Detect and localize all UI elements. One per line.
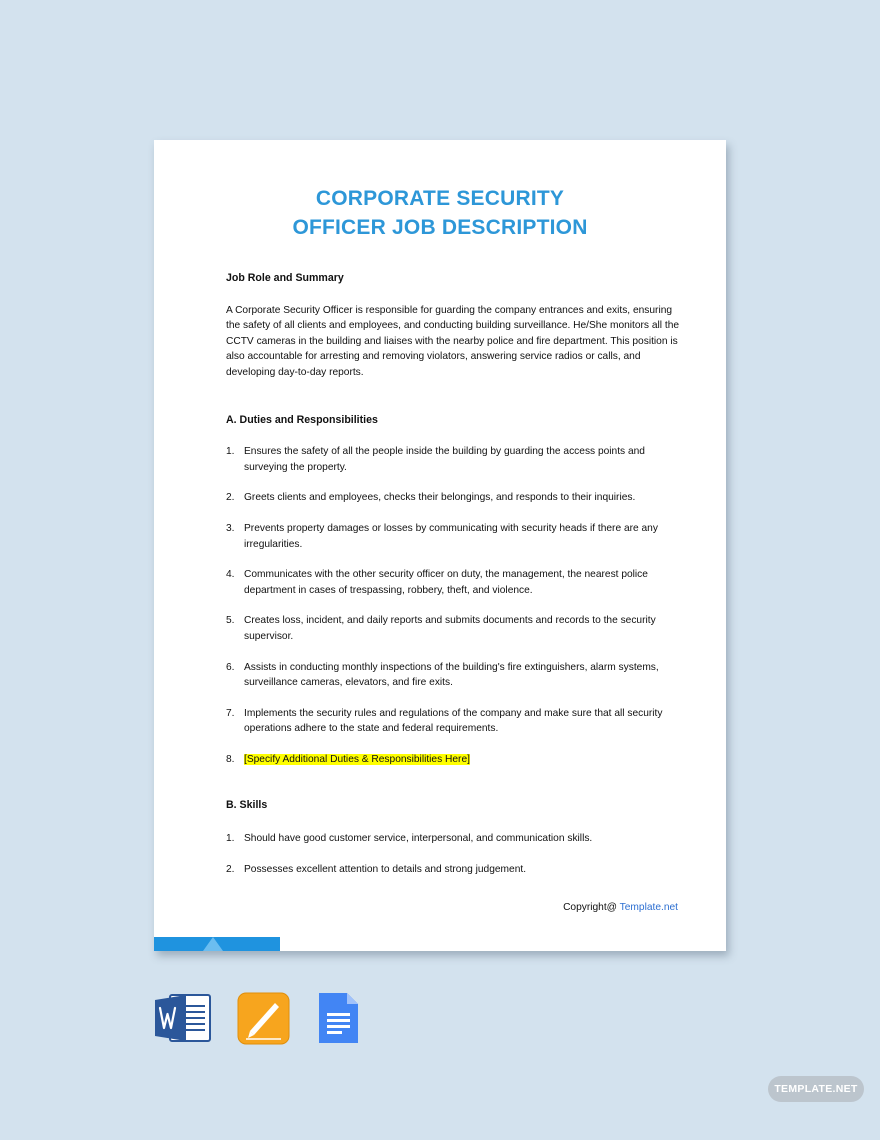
google-docs-icon[interactable] [319, 993, 358, 1043]
list-item [226, 752, 680, 768]
list-item [226, 706, 680, 737]
list-item [226, 831, 680, 847]
list-text: Ensures the safety of all the people inside the building by guarding the access points and surveying the property. [244, 446, 645, 473]
list-number: 7. [226, 707, 235, 719]
template-net-watermark: TEMPLATE.NET [768, 1076, 864, 1102]
list-text: Communicates with the other security officer on duty, the management, the nearest police department in cases of trespassing, robbery, theft, and violence. [244, 569, 648, 596]
title-line-2: OFFICER JOB DESCRIPTION [292, 216, 588, 239]
skills-list [226, 831, 680, 877]
copyright-link[interactable]: Template.net [619, 902, 678, 913]
list-item [226, 521, 680, 552]
document-title [154, 184, 726, 242]
list-text: Prevents property damages or losses by communicating with security heads if there are any irregularities. [244, 522, 658, 550]
copyright-notice [563, 902, 678, 913]
list-number: 1. [226, 833, 235, 845]
list-number: 4. [226, 569, 235, 581]
list-number: 5. [226, 615, 235, 627]
list-item [226, 862, 680, 878]
list-text: Possesses excellent attention to details and strong judgement. [244, 863, 527, 875]
list-number: 8. [226, 753, 235, 765]
list-item [226, 444, 680, 475]
summary-paragraph: A Corporate Security Officer is responsible for guarding the company entrances and exits, ensuring the safety of all clients and employees, and conducting building surveillance. He/She monitors all the CCTV cameras in the building and liaises with the nearby police and fire department. This position is also accountable for arresting and removing violators, answering service radios or calls, and developing day-to-day reports. [226, 304, 680, 378]
list-number: 1. [226, 446, 235, 458]
copyright-label: Copyright@ [563, 902, 620, 913]
list-item [226, 613, 680, 644]
placeholder-highlight: [Specify Additional Duties & Responsibilities Here] [244, 753, 470, 765]
list-number: 2. [226, 863, 235, 875]
list-text: Implements the security rules and regulations of the company and make sure that all security operations adhere to the state and federal requirements. [244, 707, 663, 735]
list-number: 2. [226, 492, 235, 504]
list-text: Creates loss, incident, and daily reports and submits documents and records to the security supervisor. [244, 615, 656, 642]
list-text: Greets clients and employees, checks their belongings, and responds to their inquiries. [244, 492, 636, 504]
word-icon[interactable] [155, 995, 210, 1041]
duties-list [226, 444, 680, 767]
document-body [226, 271, 680, 877]
list-item [226, 660, 680, 691]
list-item [226, 567, 680, 598]
list-item [226, 490, 680, 506]
duties-heading: A. Duties and Responsibilities [226, 413, 378, 426]
footer-accent-bar [154, 937, 280, 951]
title-line-1: CORPORATE SECURITY [315, 187, 565, 210]
document-page [154, 140, 726, 951]
list-text: Assists in conducting monthly inspections of the building's fire extinguishers, alarm systems, surveillance cameras, elevators, and fire exits. [244, 661, 659, 689]
job-role-heading: Job Role and Summary [226, 272, 344, 284]
pages-icon[interactable] [238, 993, 289, 1044]
skills-heading: B. Skills [226, 799, 268, 812]
footer-triangle [203, 937, 223, 951]
list-text: Should have good customer service, interpersonal, and communication skills. [244, 833, 593, 845]
list-number: 3. [226, 522, 235, 534]
list-number: 6. [226, 661, 235, 673]
